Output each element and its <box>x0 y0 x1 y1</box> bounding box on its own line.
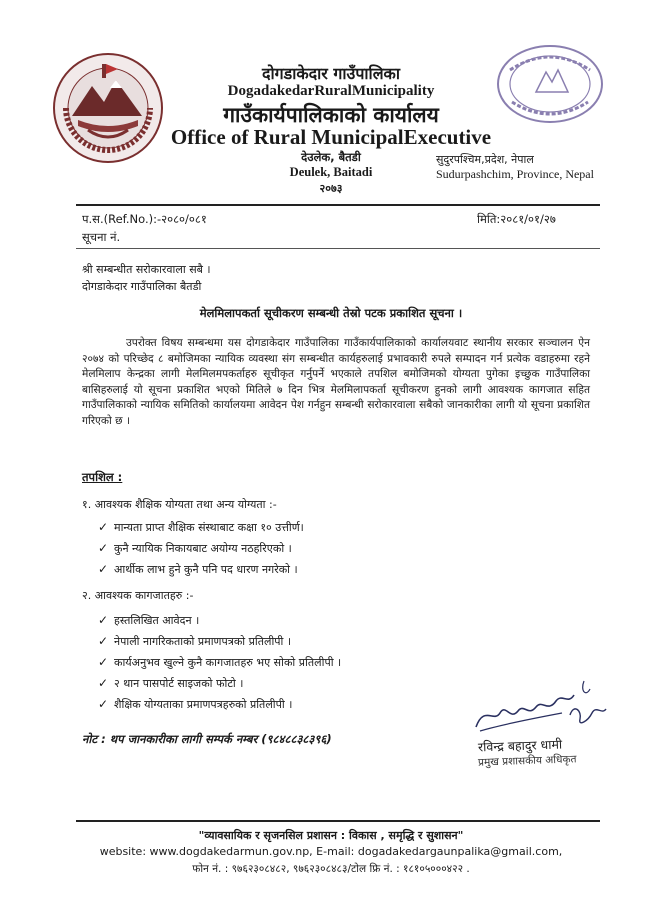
province-nepali: सुदुरपश्चिम,प्रदेश, नेपाल <box>436 153 534 166</box>
checkmark-icon: ✓ <box>98 697 109 711</box>
contact-note: नोट : थप जानकारीका लागी सम्पर्क नम्बर (९८४८८३८३९६) <box>82 732 332 746</box>
list-item-text: २ थान पासपोर्ट साइजको फोटो । <box>114 677 244 690</box>
list-item-text: शैक्षिक योग्यताका प्रमाणपत्रहरुको प्रतिलीपी । <box>114 698 293 711</box>
notice-body <box>82 336 590 430</box>
footer-motto: "व्यावसायिक र सृजनसिल प्रशासन : विकास , समृद्धि र सुशासन" <box>198 829 464 842</box>
list-item <box>98 676 243 691</box>
reference-divider <box>76 248 600 249</box>
recipient-line: दोगडाकेदार गाउँपालिका बैतडी <box>82 280 202 293</box>
list-item <box>98 697 292 712</box>
checkmark-icon: ✓ <box>98 655 109 669</box>
header-divider <box>76 204 600 206</box>
office-name-nepali: गाउँकार्यपालिकाको कार्यालय <box>223 103 439 127</box>
list-item-text: कार्यअनुभव खुल्ने कुनै कागजातहरु भए सोको प्रतिलीपी । <box>114 656 342 669</box>
list-item <box>98 541 292 556</box>
address-nepali: देउलेक, बैतडी <box>301 150 361 164</box>
document-date: मिति:२०८१/०१/२७ <box>477 212 556 226</box>
checkmark-icon: ✓ <box>98 520 109 534</box>
checkmark-icon: ✓ <box>98 613 109 627</box>
details-heading: तपशिल : <box>82 470 123 484</box>
footer-contact-web-email: website: www.dogdakedarmun.gov.np, E-mail: dogadakedargaunpalika@gmail.com, <box>99 845 563 858</box>
list-item <box>98 634 291 649</box>
notice-number: सूचना नं. <box>82 230 121 244</box>
province-english: Sudurpashchim, Province, Nepal <box>436 167 594 181</box>
notice-subject: मेलमिलापकर्ता सूचीकरण सम्बन्धी तेस्रो पटक प्रकाशित सूचना । <box>199 306 463 320</box>
list-item <box>98 562 298 577</box>
list-item-text: आर्थीक लाभ हुने कुनै पनि पद धारण नगरेको । <box>114 563 298 576</box>
notice-body-text: उपरोक्त विषय सम्बन्धमा यस दोगडाकेदार गाउँपालिका गाउँकार्यपालिकाको कार्यालयवाट स्थानीय सरकार सञ्चालन ऐन २०७४ को परिच्छेद ८ बमोजिमका न्यायिक व्यवस्था संग सम्बन्धीत कार्यहरुलाई प्रभावकारी रुपले सम्पादन गर्न प्रत्येक वडाहरुमा रहने मेलमिलाप केन्द्रका लागी मेलमिलमपकर्ताहरु सूचीकृत गर्नुपर्ने भएकाले तपशिल बमोजिमको योग्यता पुगेका इच्छुक गाउँपालिका बासिहरुलाई यो सूचना प्रकाशित भएको मितिले ७ दिन भित्र मेलमिलापकर्ता सूचीकरण हुनको लागी आवश्यक कागजात सहित गाउँपालिकाको न्यायिक समितिको कार्यालयमा आवेदन पेश गर्नहुन सम्बन्धी सरोकारवाला सबैको जानकारीका लागी यो सूचना प्रकाशित गरिएको छ । <box>82 337 590 427</box>
established-year: २०७३ <box>319 182 343 195</box>
signatory-title: प्रमुख प्रशासकीय अधिकृत <box>477 753 577 769</box>
footer-phone: फोन नं. : ९७६२३०८४८२, ९७६२३०८४८३/टोल फ्रि नं. : १८१०५०००४२२ . <box>192 863 470 875</box>
list-item <box>98 520 304 535</box>
list-item-text: नेपाली नागरिकताको प्रमाणपत्रको प्रतिलीपी । <box>114 635 292 648</box>
checkmark-icon: ✓ <box>98 634 109 648</box>
list-item <box>98 613 199 628</box>
checkmark-icon: ✓ <box>98 562 109 576</box>
list-item <box>98 655 341 670</box>
list-item-text: कुनै न्यायिक निकायबाट अयोग्य नठहरिएको । <box>114 542 292 555</box>
address-english: Deulek, Baitadi <box>289 165 373 179</box>
section-title: २. आवश्यक कागजातहरु :- <box>82 589 194 602</box>
signatory-name: रविन्द्र बहादुर धामी <box>477 736 563 755</box>
checkmark-icon: ✓ <box>98 676 109 690</box>
section-title: १. आवश्यक शैक्षिक योग्यता तथा अन्य योग्यता :- <box>82 498 277 511</box>
checkmark-icon: ✓ <box>98 541 109 555</box>
list-item-text: हस्तलिखित आवेदन । <box>114 614 200 627</box>
municipality-name-nepali: दोगडाकेदार गाउँपालिका <box>262 64 400 83</box>
reference-number: प.स.(Ref.No.):-२०८०/०८१ <box>82 212 207 226</box>
footer-divider <box>76 820 600 822</box>
municipality-name-english: DogadakedarRuralMunicipality <box>227 83 435 99</box>
handwritten-signature <box>470 675 620 745</box>
recipient-line: श्री सम्बन्धीत सरोकारवाला सबै । <box>82 263 211 276</box>
office-name-english: Office of Rural MunicipalExecutive <box>170 125 492 149</box>
list-item-text: मान्यता प्राप्त शैक्षिक संस्थाबाट कक्षा १० उत्तीर्ण। <box>114 521 304 534</box>
